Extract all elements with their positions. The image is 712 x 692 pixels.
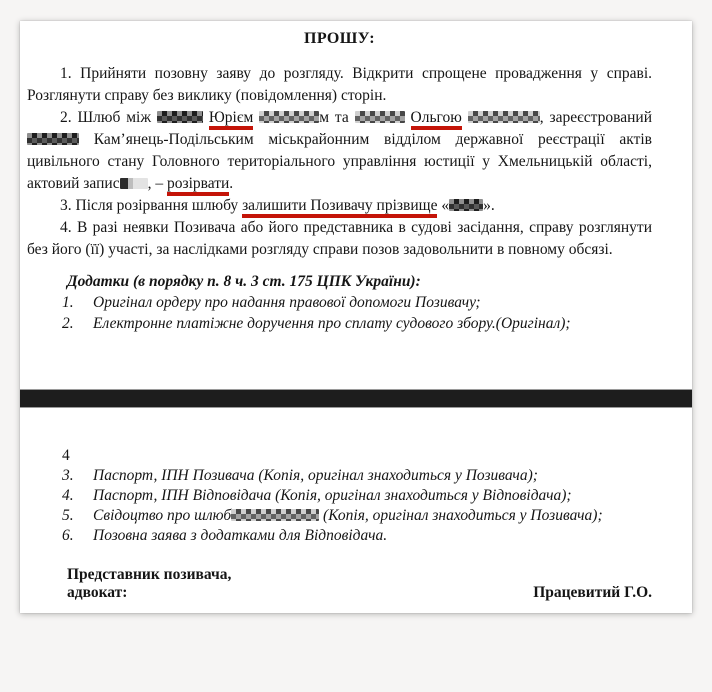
annex-list-first-page xyxy=(62,271,652,334)
annex-heading: Додатки (в порядку п. 8 ч. 3 ст. 175 ЦПК України): xyxy=(67,273,421,290)
signature-block xyxy=(67,566,652,602)
annex-item-number: 6. xyxy=(62,527,74,544)
redacted-text xyxy=(449,199,483,211)
paragraph-4-text: 4. В разі неявки Позивача або його представника в судові засідання, справу розглянути без його (її) участі, за наслідками розгляду справи позов задовольнити в повному обсязі. xyxy=(27,219,652,258)
text-segment: 2. Шлюб між xyxy=(60,109,152,126)
paragraph-1 xyxy=(27,63,652,107)
paragraph-1-text: 1. Прийняти позовну заяву до розгляду. Відкрити спрощене провадження у справі. Розглянути справу без виклику (повідомлення) сторін. xyxy=(27,65,652,104)
redacted-text xyxy=(355,111,405,123)
annex-list-second-page xyxy=(62,466,652,546)
red-underlined-text: розірвати xyxy=(167,175,229,196)
signature-role-line1: Представник позивача, xyxy=(67,566,232,583)
paragraph-3 xyxy=(27,195,652,217)
annex-item-text: Електронне платіжне доручення про сплату судового збору.(Оригінал); xyxy=(93,315,571,332)
annex-item-text: Позовна заява з додатками для Відповідача. xyxy=(93,527,388,544)
text-segment: (Копія, оригінал знаходиться у Позивача); xyxy=(323,507,603,524)
redacted-text xyxy=(231,509,319,521)
annex-item xyxy=(62,506,652,526)
text-segment: , – xyxy=(147,175,167,192)
page-title: ПРОШУ: xyxy=(303,30,375,47)
signature-role-line2: адвокат: xyxy=(67,584,128,601)
page-number: 4 xyxy=(62,447,70,464)
text-segment: , зареєстрований xyxy=(539,109,653,126)
red-underlined-text: Ольгою xyxy=(411,109,462,130)
text-segment: « xyxy=(441,197,450,214)
annex-item-number: 4. xyxy=(62,487,74,504)
annex-item xyxy=(62,313,652,334)
annex-item-text: Паспорт, ІПН Позивача (Копія, оригінал знаходиться у Позивача); xyxy=(93,467,538,484)
red-underlined-text: залишити Позивачу прізвище xyxy=(242,197,437,218)
annex-item-number: 2. xyxy=(62,315,74,332)
annex-item xyxy=(62,486,652,506)
signature-name: Працевитий Г.О. xyxy=(533,584,652,601)
annex-item xyxy=(62,526,652,546)
redacted-text xyxy=(468,111,540,123)
text-segment: м та xyxy=(319,109,349,126)
redacted-text xyxy=(259,111,319,123)
text-segment: ». xyxy=(483,197,495,214)
text-segment: Кам’янець-Подільським міськрайонним відділом державної реєстрації актів цивільного стану Головного територіального управління юстиції у Хмельницькій області, актовий запис xyxy=(27,131,652,192)
annex-item-text: Оригінал ордеру про надання правової допомоги Позивачу; xyxy=(93,294,481,311)
redacted-text xyxy=(157,111,203,123)
redacted-text xyxy=(27,133,79,145)
text-segment: Свідоцтво про шлюб xyxy=(93,507,232,524)
annex-item-number: 5. xyxy=(62,507,74,524)
annex-item-text: Паспорт, ІПН Відповідача (Копія, оригінал знаходиться у Відповідача); xyxy=(93,487,572,504)
annex-item-number: 3. xyxy=(62,467,74,484)
annex-item xyxy=(62,292,652,313)
page-break-bar xyxy=(20,389,692,408)
text-segment: 3. Після розірвання шлюбу xyxy=(60,197,239,214)
text-segment: . xyxy=(229,175,234,192)
paragraph-2 xyxy=(27,107,652,195)
annex-item-text xyxy=(93,506,652,526)
redacted-text xyxy=(120,178,148,189)
annex-item xyxy=(62,466,652,486)
paragraph-4 xyxy=(27,217,652,261)
red-underlined-text: Юрієм xyxy=(209,109,253,130)
annex-item-number: 1. xyxy=(62,294,74,311)
document-page xyxy=(20,21,692,613)
